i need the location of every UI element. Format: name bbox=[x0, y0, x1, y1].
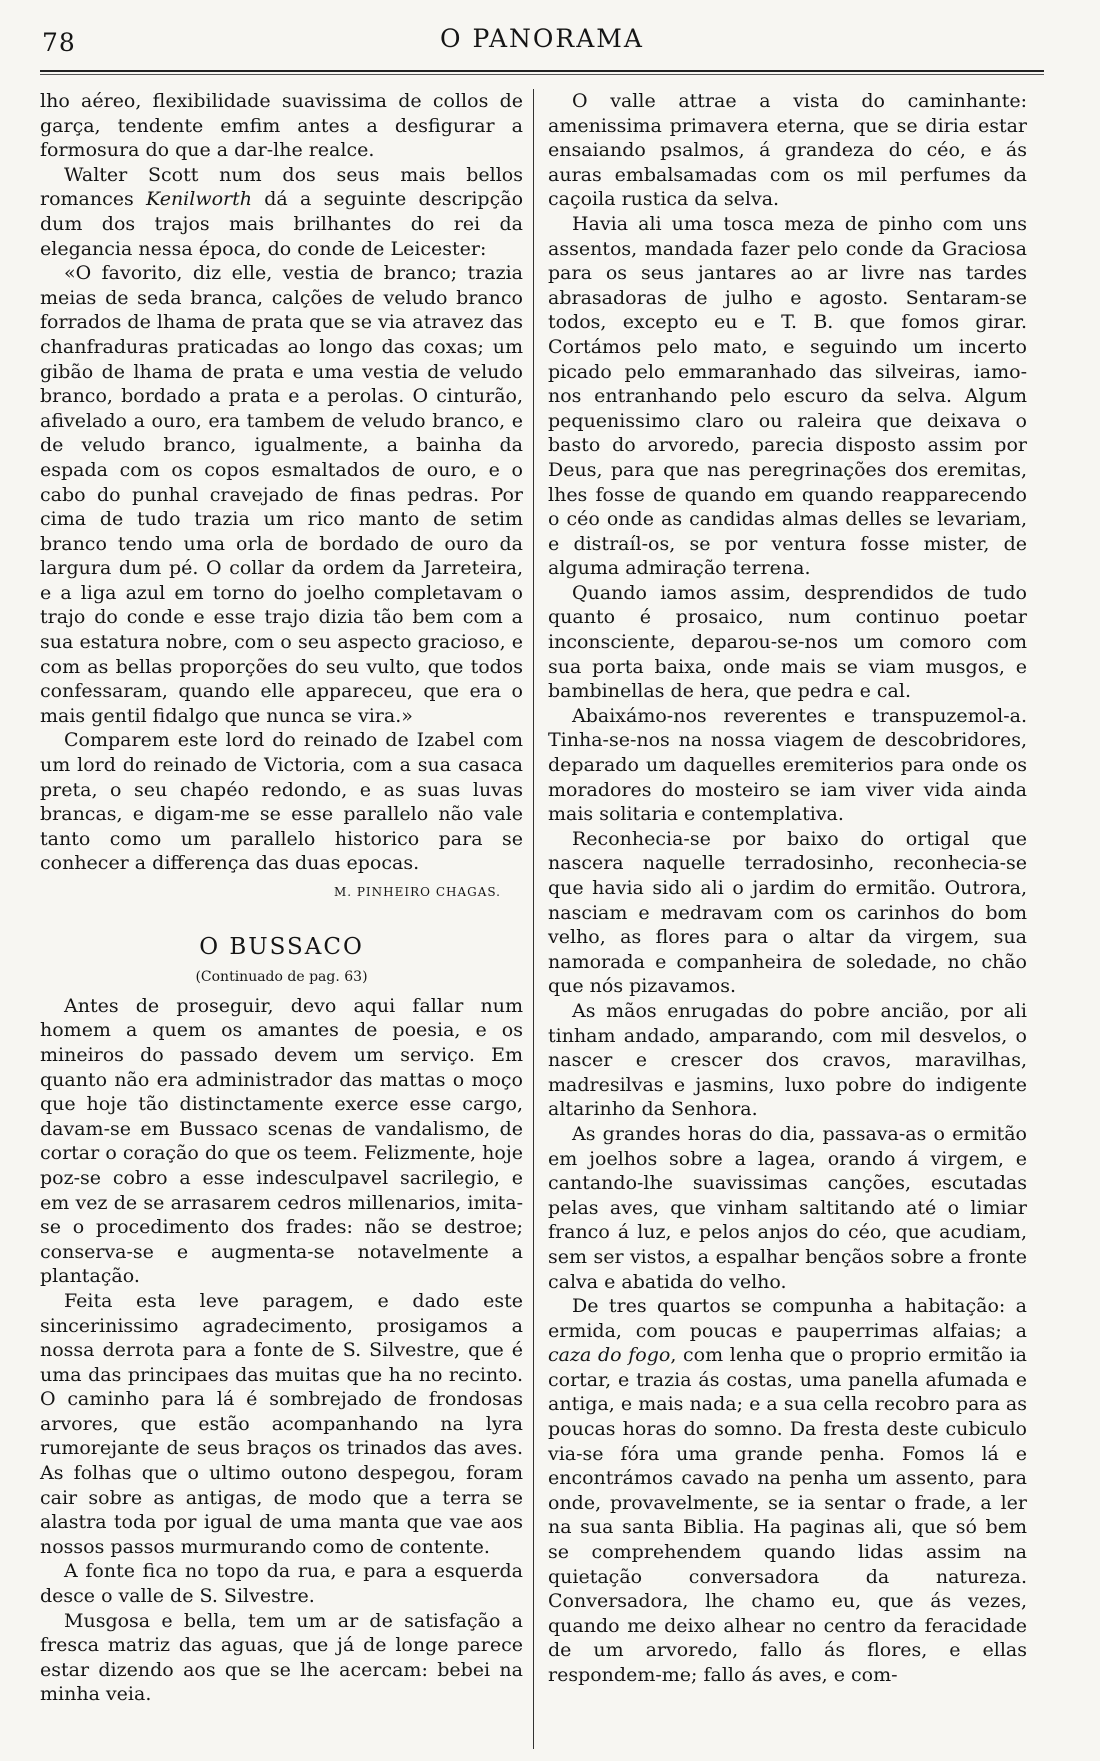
paragraph: Feita esta leve paragem, e dado este sincerinissimo agradecimento, prosigamos a nossa derrota para a fonte de S. Silvestre, que é uma das principaes das muitas que ha no recinto. O caminho para lá é sombrejado de frondosas arvores, que estão acompanhando na lyra rumorejante de seus braços os trinados das aves. As folhas que o ultimo outono despegou, foram cair sobre as antigas, de modo que a terra se alastra toda por igual de uma manta que vae aos nossos passos murmurando como de contente. bbox=[40, 1289, 523, 1558]
page-number: 78 bbox=[42, 28, 76, 57]
paragraph: Reconhecia-se por baixo do ortigal que nascera naquelle terradosinho, reconhecia-se que havia sido ali o jardim do ermitão. Outrora, nasciam e medravam com os carinhos do bom velho, as flores para o altar da virgem, sua namorada e companheira de soledade, no chão que nós pizavamos. bbox=[548, 827, 1027, 998]
header-rule bbox=[40, 70, 1044, 72]
text-run: dá a seguinte descripção dum dos trajos mais brilhantes do rei da elegancia nessa época, do conde de Leicester: bbox=[40, 188, 524, 260]
author-signature: M. PINHEIRO CHAGAS. bbox=[333, 885, 501, 899]
paragraph: Musgosa e bella, tem um ar de satisfação a fresca matriz das aguas, que já de longe parece estar dizendo aos que se lhe acercam: bebei na minha veia. bbox=[40, 1609, 523, 1706]
paragraph: Quando iamos assim, desprendidos de tudo quanto é prosaico, num continuo poetar inconsciente, deparou-se-nos um comoro com sua porta baixa, onde mais se viam musgos, e bambinellas de hera, que pedra e cal. bbox=[548, 581, 1027, 703]
paragraph: A fonte fica no topo da rua, e para a esquerda desce o valle de S. Silvestre. bbox=[40, 1560, 523, 1608]
book-title: Kenilworth bbox=[146, 188, 252, 211]
text-run: Walter Scott num dos seus mais bellos romances bbox=[40, 163, 523, 211]
running-title: O PANORAMA bbox=[440, 24, 644, 53]
header-rule-thin bbox=[40, 74, 1044, 75]
right-column bbox=[534, 89, 1027, 1749]
paragraph bbox=[40, 163, 523, 261]
paragraph bbox=[548, 1294, 1027, 1688]
left-column bbox=[40, 89, 533, 1749]
paragraph: lho aéreo, flexibilidade suavissima de collos de garça, tendente emfim antes a desfigurar a formosura do que a dar-lhe realce. bbox=[40, 90, 523, 162]
paragraph: As mãos enrugadas do pobre ancião, por ali tinham andado, amparando, com mil desvelos, o nascer e crescer dos cravos, maravilhas, madresilvas e jasmins, luxo pobre do indigente altarinho da Senhora. bbox=[548, 999, 1027, 1121]
text-run: , com lenha que o proprio ermitão ia cortar, e trazia ás costas, uma panella afumada e antiga, e mais nada; e a sua cella recobro para as poucas horas do somno. Da fresta deste cubiculo via-se fóra uma grande penha. Fomos lá e encontrámos cavado na penha um assento, para onde, provavelmente, se ia sentar o frade, a ler na sua santa Biblia. Ha paginas ali, que só bem se comprehendem quando lidas assim na quietação conversadora da natureza. Conversadora, lhe chamo eu, que ás vezes, quando me deixo alhear no centro da feracidade de um arvoredo, fallo ás flores, e ellas respondem-me; fallo ás aves, e com- bbox=[548, 1344, 1028, 1686]
page-header bbox=[40, 20, 1044, 60]
text-run: De tres quartos se compunha a habitação: a ermida, com poucas e pauperrimas alfaias; a bbox=[548, 1295, 1027, 1342]
paragraph: O valle attrae a vista do caminhante: amenissima primavera eterna, que se diria estar ensaiando psalmos, á grandeza do céo, e ás auras embalsamadas com os mil perfumes da caçoila rustica da selva. bbox=[548, 90, 1027, 211]
italic-phrase: caza do fogo bbox=[548, 1344, 671, 1367]
paragraph: As grandes horas do dia, passava-as o ermitão em joelhos sobre a lagea, orando á virgem, e cantando-lhe suavissimas canções, escutadas pelas aves, que vinham saltitando até o limiar franco á luz, e pelos anjos do céo, que acudiam, sem ser vistos, a espalhar bençãos sobre a fronte calva e abatida do velho. bbox=[548, 1122, 1027, 1293]
article-subtitle: (Continuado de pag. 63) bbox=[195, 969, 368, 986]
paragraph: Antes de proseguir, devo aqui fallar num homem a quem os amantes de poesia, e os mineiros do passado devem um serviço. Em quanto não era administrador das mattas o moço que hoje tão distinctamente exerce esse cargo, davam-se em Bussaco scenas de vandalismo, de cortar o coração do que os teem. Felizmente, hoje poz-se cobro a esse indesculpavel sacrilegio, e em vez de se arrasarem cedros millenarios, imita-se o procedimento dos frades: não se destroe; conserva-se e augmenta-se notavelmente a plantação. bbox=[40, 994, 523, 1288]
paragraph: Comparem este lord do reinado de Izabel com um lord do reinado de Victoria, com a sua casaca preta, o seu chapéo redondo, e as suas luvas brancas, e digam-me se esse parallelo não vale tanto como um parallelo historico para se conhecer a differença das duas epocas. bbox=[40, 729, 523, 875]
text-columns bbox=[40, 89, 1044, 1749]
quotation-paragraph: «O favorito, diz elle, vestia de branco; trazia meias de seda branca, calções de veludo branco forrados de lhama de prata que se via atravez das chanfraduras praticadas ao longo das coxas; um gibão de lhama de prata e uma vestia de veludo branco, bordado a prata e a perolas. O cinturão, afivelado a ouro, era tambem de veludo branco, e de veludo branco, igualmente, a bainha da espada com os copos esmaltados de ouro, e o cabo do punhal cravejado de finas pedras. Por cima de tudo trazia um rico manto de setim branco tendo uma orla de bordado de ouro da largura dum pé. O collar da ordem da Jarreteira, e a liga azul em torno do joelho completavam o trajo do conde e esse trajo dizia tão bem com a sua estatura nobre, com o seu aspecto gracioso, e com as bellas proporções do seu vulto, que todos confessaram, quando elle appareceu, que era o mais gentil fidalgo que nunca se vira.» bbox=[40, 262, 523, 727]
article-title: O BUSSACO bbox=[199, 933, 364, 960]
paragraph: Havia ali uma tosca meza de pinho com uns assentos, mandada fazer pelo conde da Graciosa para os seus jantares ao ar livre nas tardes abrasadoras de julho e agosto. Sentaram-se todos, excepto eu e T. B. que fomos girar. Cortámos pelo mato, e seguindo um incerto picado pelo emmaranhado das silveiras, iamo-nos entranhando pelo escuro da selva. Algum pequenissimo claro ou raleira que deixava o basto do arvoredo, parecia disposto assim por Deus, para que nas peregrinações dos eremitas, lhes fosse de quando em quando reapparecendo o céo onde as candidas almas delles se levariam, e distraíl-os, se por ventura fosse mister, de alguma admiração terrena. bbox=[548, 212, 1027, 580]
paragraph: Abaixámo-nos reverentes e transpuzemol-a. Tinha-se-nos na nossa viagem de descobridores, deparado um daquelles eremiterios para onde os moradores do mosteiro se iam viver vida ainda mais solitaria e contemplativa. bbox=[548, 704, 1027, 826]
